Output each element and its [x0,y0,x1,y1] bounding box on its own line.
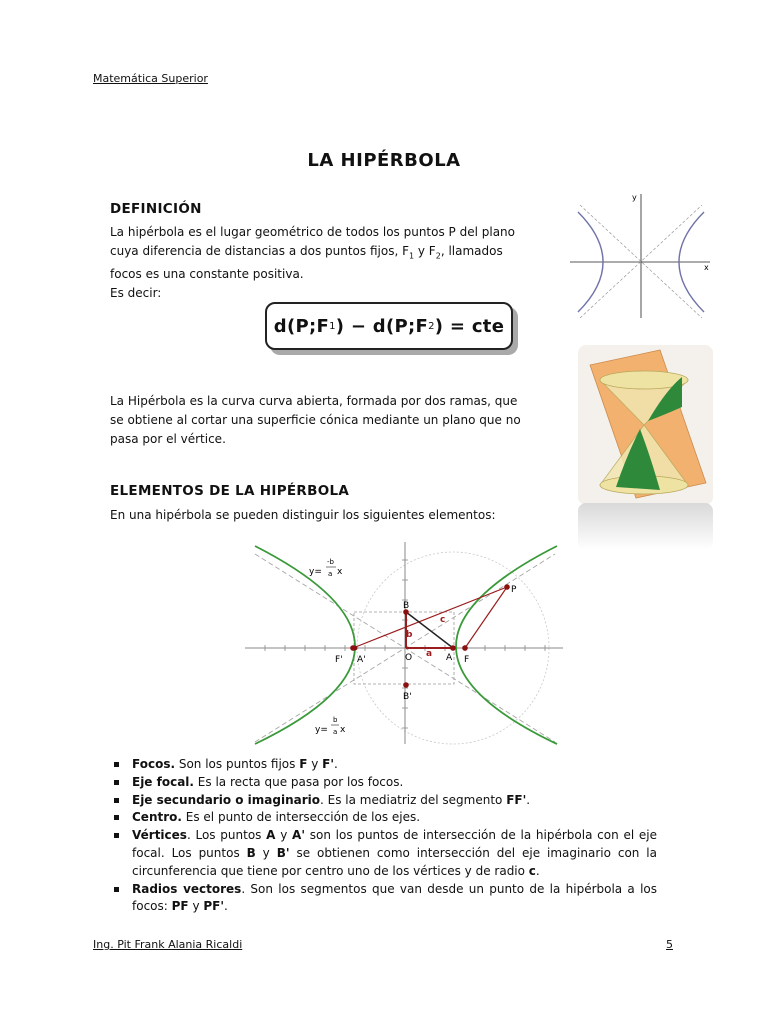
point-f [462,645,468,651]
asymptote-bot-y: y= [315,725,328,735]
right-branch [456,546,557,744]
label-b-small: b [406,630,413,640]
asymptote-top-den: a [328,570,333,578]
label-o: O [405,653,413,663]
asymptote-top-x: x [337,567,343,577]
hyperbola-elements-diagram [245,540,565,745]
list-item-eje-secundario: Eje secundario o imaginario. Es la mediatriz del segmento FF'. [112,792,657,810]
radius-vector-pf-prime [353,587,507,648]
description-line-1: La Hipérbola es la curva curva abierta, formada por dos ramas, que [110,394,518,408]
asymptote-bot-den: a [333,728,338,736]
elements-intro: En una hipérbola se pueden distinguir los siguientes elementos: [110,508,496,522]
description-line-2: se obtiene al cortar una superficie cónica mediante un plano que no [110,413,521,427]
definition-line-3: focos es una constante positiva. [110,267,304,282]
point-a [450,645,456,651]
radius-vector-pf [465,587,507,648]
label-a-prime: A' [357,655,366,665]
definition-line-4: Es decir: [110,286,162,301]
elements-list [112,756,657,916]
list-item-centro: Centro. Es el punto de intersección de los ejes. [112,809,657,827]
label-b-prime: B' [403,692,412,702]
asymptote-top-y: y= [309,567,322,577]
definition-line-1: La hipérbola es el lugar geométrico de todos los puntos P del plano [110,225,515,239]
point-a-prime [353,646,358,651]
asymptote-bot-num: b [333,716,338,724]
asymptote-top-num: -b [327,558,334,566]
label-f: F [464,655,470,665]
formula-box: d(P;F 1 ) − d(P;F 2 ) = cte [265,302,513,350]
asymptote-bot-x: x [340,725,346,735]
definition-paragraph [110,223,550,303]
description-line-3: pasa por el vértice. [110,432,226,446]
label-f-prime: F' [335,655,343,665]
label-b: B [403,601,410,611]
description-paragraph [110,392,550,449]
label-a-small: a [426,649,433,659]
footer-author: Ing. Pit Frank Alania Ricaldi [93,938,243,951]
elements-heading: ELEMENTOS DE LA HIPÉRBOLA [110,483,350,499]
page-number: 5 [666,938,673,951]
point-p [504,584,510,590]
label-c: c [440,615,446,625]
x-axis-label: x [704,263,709,272]
list-item-radios-vectores: Radios vectores. Son los segmentos que van desde un punto de la hipérbola a los focos: PF y PF'. [112,881,657,917]
point-b-prime [403,682,409,688]
hyperbola-axes-figure [570,190,715,320]
definition-line-2: cuya diferencia de distancias a dos puntos fijos, $F_1$ y $F_2$, llamados [110,244,503,261]
label-a: A [446,653,453,663]
header-course: Matemática Superior [93,72,208,85]
definition-heading: DEFINICIÓN [110,201,202,217]
list-item-focos: Focos. Son los puntos fijos F y F'. [112,756,657,774]
page-title: LA HIPÉRBOLA [307,150,461,171]
list-item-vertices: Vértices. Los puntos A y A' son los puntos de intersección de la hipérbola con el eje focal. Los puntos B y B' se obtienen como intersección del eje imaginario con la circunferencia que tiene por centro uno de los vértices y de radio c. [112,827,657,880]
list-item-eje-focal: Eje focal. Es la recta que pasa por los focos. [112,774,657,792]
cone-illustration [578,345,713,550]
label-p: P [511,585,517,595]
y-axis-label: y [632,193,637,202]
